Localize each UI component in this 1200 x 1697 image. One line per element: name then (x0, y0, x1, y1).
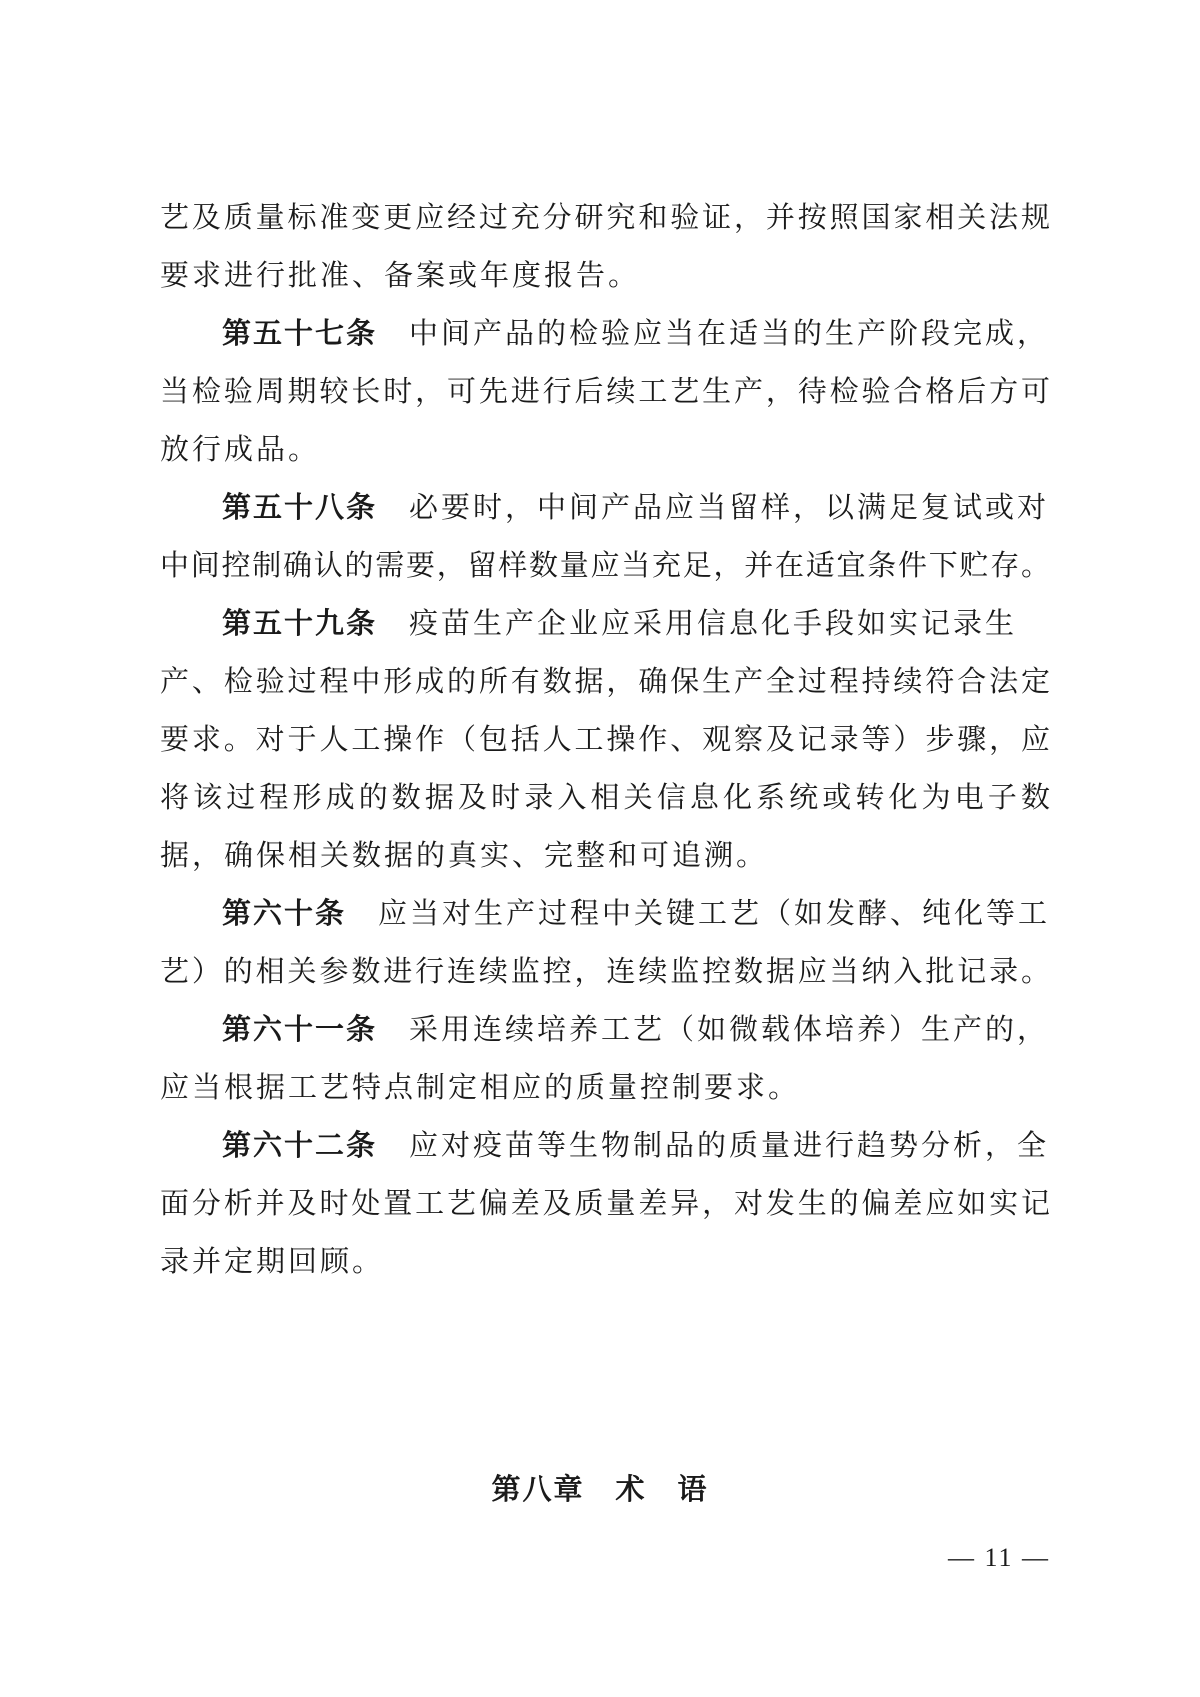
article-58-line-2: 中间控制确认的需要，留样数量应当充足，并在适宜条件下贮存。 (160, 548, 1050, 582)
article-62-text-start: 应对疫苗等生物制品的质量进行趋势分析，全 (409, 1128, 1050, 1162)
article-58-first-line (222, 487, 1050, 527)
article-60-line-2: 艺）的相关参数进行连续监控，连续监控数据应当纳入批记录。 (160, 954, 1050, 988)
article-62-first-line (222, 1125, 1050, 1165)
article-61-label: 第六十一条 (222, 1012, 378, 1046)
article-59-line-3: 要求。对于人工操作（包括人工操作、观察及记录等）步骤，应 (160, 722, 1050, 756)
article-60-first-line (222, 893, 1050, 933)
article-62-line-2: 面分析并及时处置工艺偏差及质量差异，对发生的偏差应如实记 (160, 1186, 1050, 1220)
article-57-line-2: 当检验周期较长时，可先进行后续工艺生产，待检验合格后方可 (160, 374, 1050, 408)
article-59-label: 第五十九条 (222, 606, 378, 640)
continuation-line-2: 要求进行批准、备案或年度报告。 (160, 258, 641, 292)
article-57-line-3: 放行成品。 (160, 432, 321, 466)
chapter-heading: 第八章 术 语 (491, 1472, 709, 1506)
article-59-line-4: 将该过程形成的数据及时录入相关信息化系统或转化为电子数 (160, 780, 1050, 814)
article-62-label: 第六十二条 (222, 1128, 378, 1162)
article-59-line-2: 产、检验过程中形成的所有数据，确保生产全过程持续符合法定 (160, 664, 1050, 698)
article-57-label: 第五十七条 (222, 316, 378, 350)
article-58-label: 第五十八条 (222, 490, 378, 524)
page-number: — 11 — (947, 1543, 1050, 1572)
article-57-first-line (222, 313, 1050, 353)
article-61-line-2: 应当根据工艺特点制定相应的质量控制要求。 (160, 1070, 801, 1104)
article-57-text-start: 中间产品的检验应当在适当的生产阶段完成， (409, 316, 1050, 350)
article-59-first-line (222, 603, 1050, 643)
article-61-text-start: 采用连续培养工艺（如微载体培养）生产的， (409, 1012, 1050, 1046)
article-60-label: 第六十条 (222, 896, 347, 930)
article-60-text-start: 应当对生产过程中关键工艺（如发酵、纯化等工 (378, 896, 1051, 930)
article-59-line-5: 据，确保相关数据的真实、完整和可追溯。 (160, 838, 769, 872)
continuation-line-1: 艺及质量标准变更应经过充分研究和验证，并按照国家相关法规 (160, 200, 1050, 234)
article-62-line-3: 录并定期回顾。 (160, 1244, 385, 1278)
article-61-first-line (222, 1009, 1050, 1049)
article-58-text-start: 必要时，中间产品应当留样，以满足复试或对 (409, 490, 1050, 524)
article-59-text-start: 疫苗生产企业应采用信息化手段如实记录生 (409, 606, 1018, 640)
